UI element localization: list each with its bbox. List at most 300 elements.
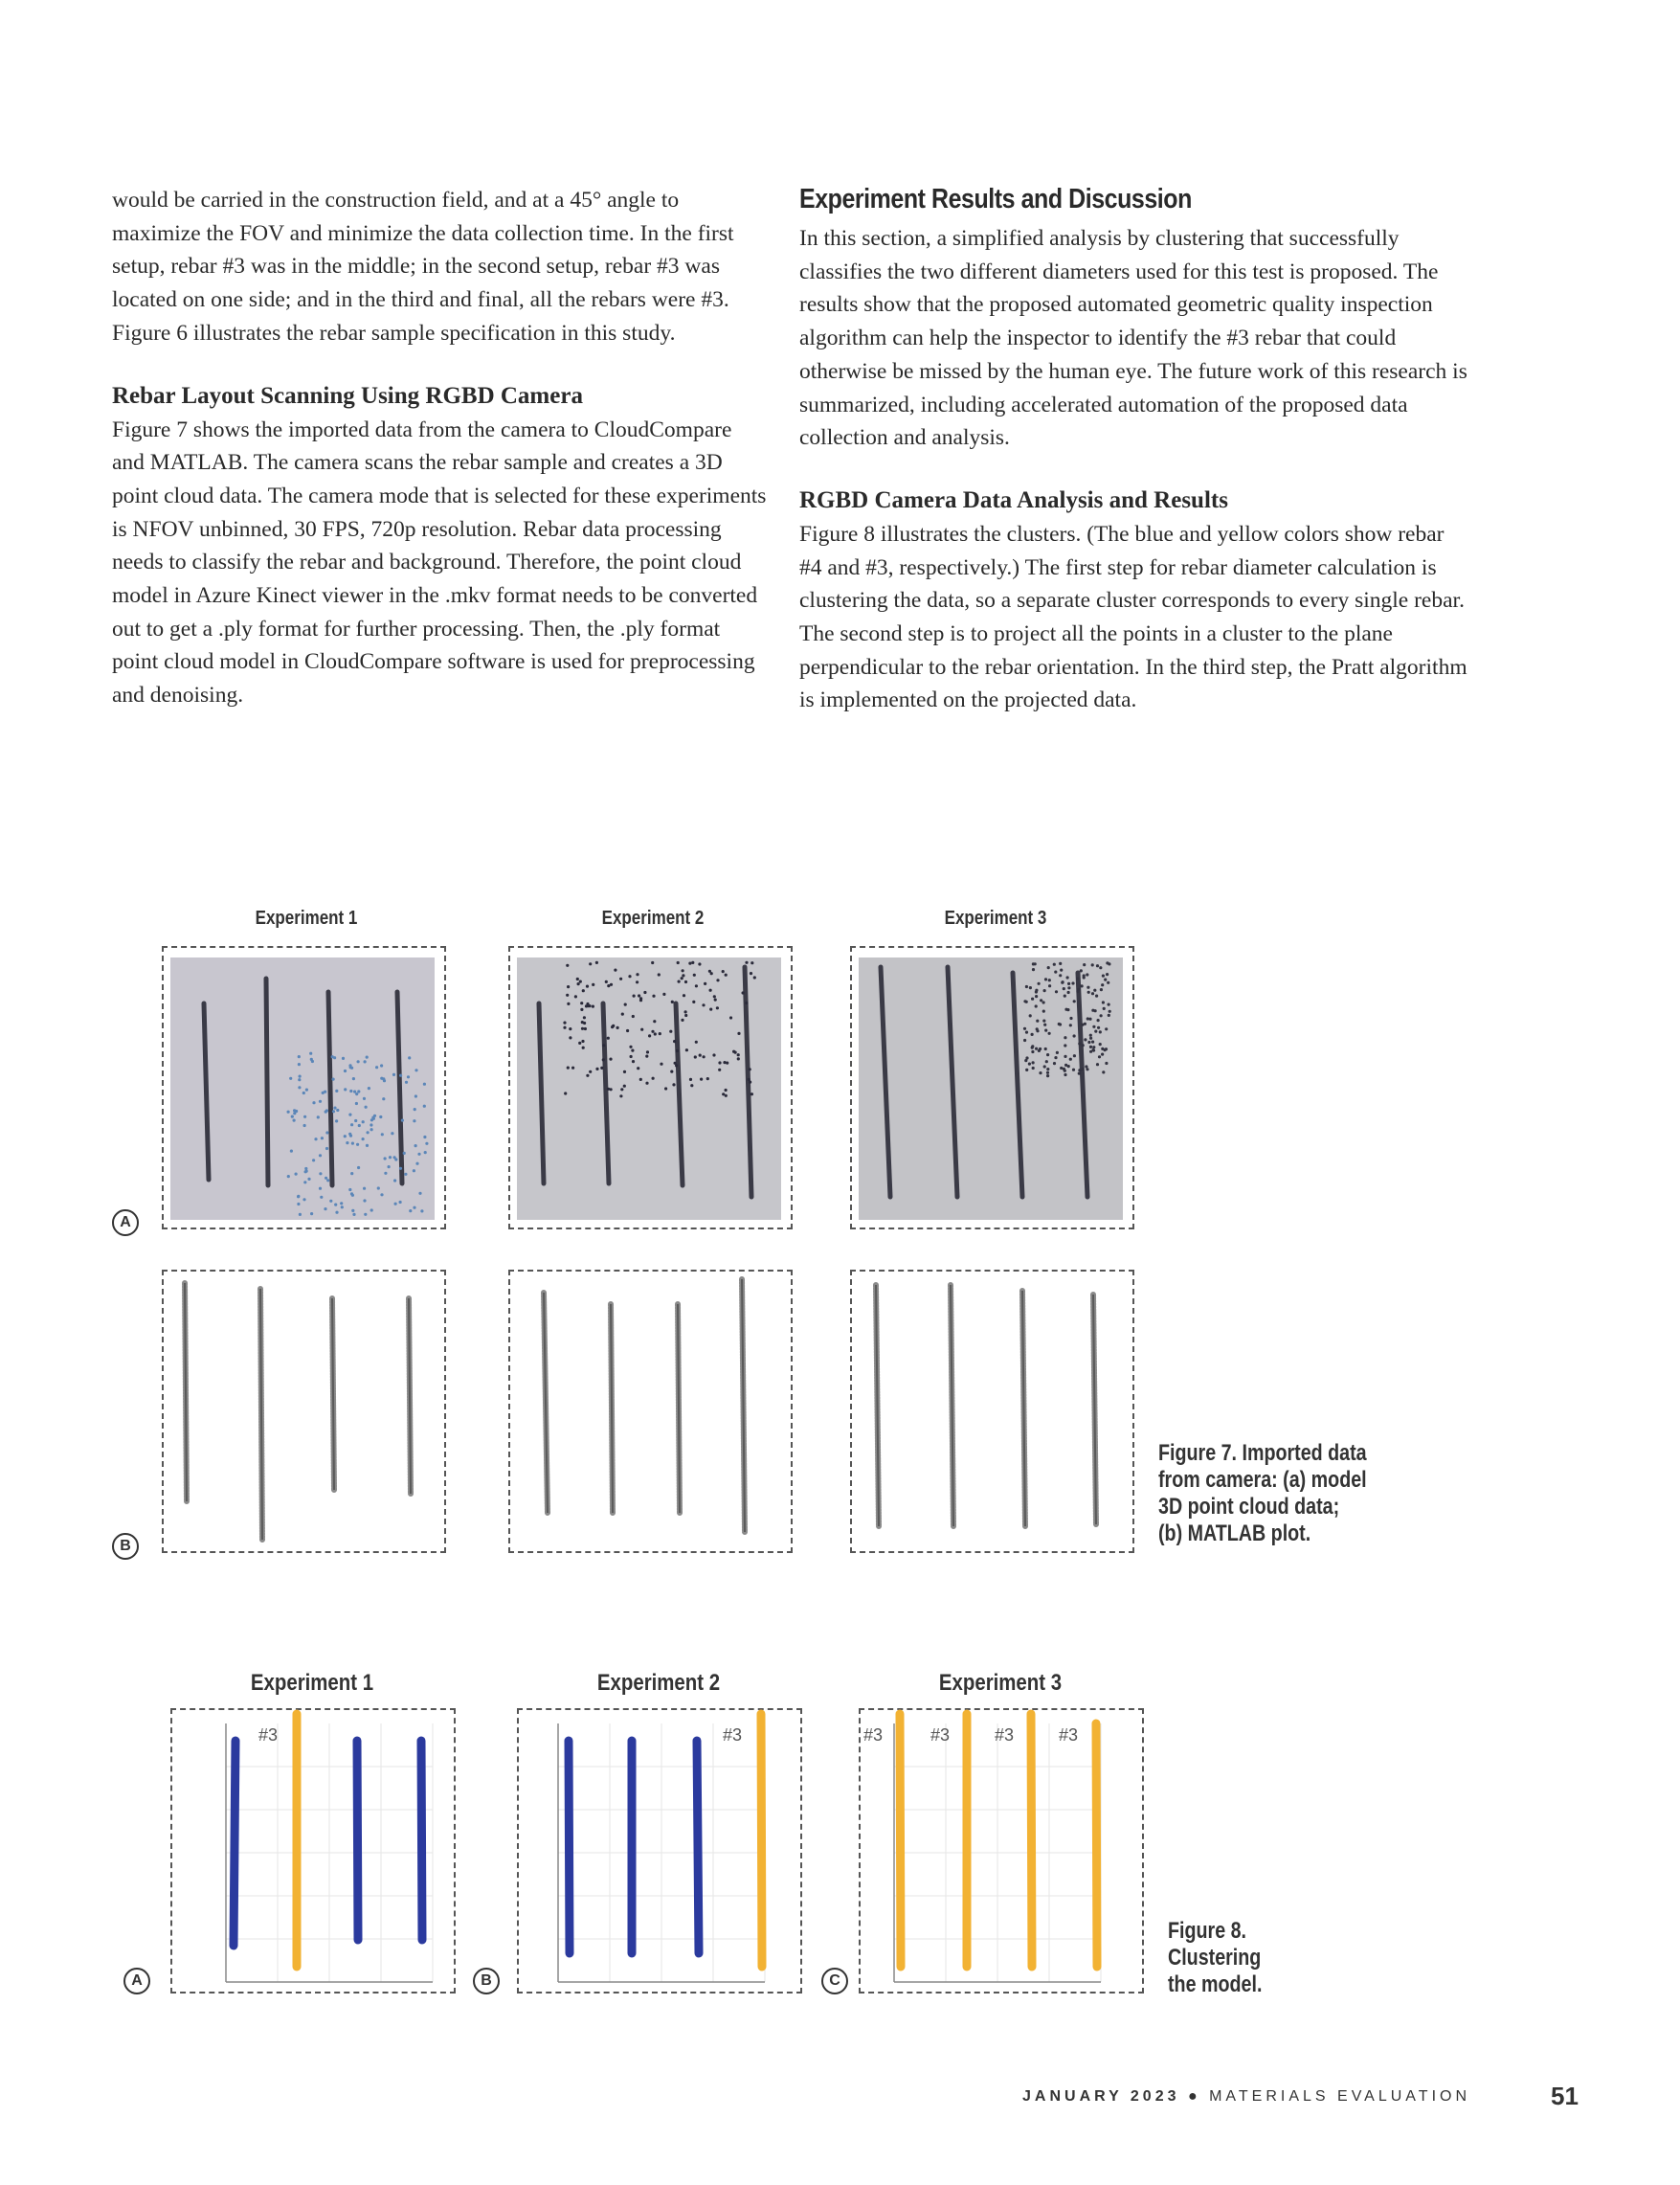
fig7-photo-noise: [344, 1135, 347, 1138]
fig7-photo-noise: [1105, 1062, 1108, 1065]
fig7-photo-noise: [350, 1123, 353, 1126]
fig7-photo-noise: [592, 983, 594, 986]
fig7-photo-noise: [1104, 979, 1107, 981]
fig7-photo-noise: [293, 1112, 296, 1115]
fig7-photo-noise: [1053, 963, 1056, 966]
fig7-photo-noise: [626, 1029, 629, 1032]
fig7-photo-noise: [336, 1109, 339, 1112]
fig7-photo-noise: [342, 1057, 345, 1060]
fig7-photo-noise: [1091, 992, 1094, 995]
fig7-photo-noise: [564, 1092, 567, 1094]
fig7-photo-noise: [312, 1159, 315, 1161]
fig7-photo-noise: [1072, 1069, 1075, 1071]
fig7-photo-noise: [600, 1067, 603, 1070]
fig8-rebar-label: #3: [722, 1725, 742, 1745]
fig7-photo-noise: [1047, 966, 1050, 969]
fig7-photo-noise: [303, 1124, 306, 1127]
fig7-photo-noise: [567, 1002, 570, 1005]
fig7-photo-noise: [295, 1173, 298, 1176]
fig7-photo-noise: [703, 1055, 706, 1058]
fig7-photo-noise: [1031, 1047, 1034, 1049]
fig7-photo-noise: [299, 1213, 302, 1216]
fig7-photo-noise: [302, 1198, 305, 1201]
fig7-photo-noise: [344, 1088, 347, 1091]
fig7-photo-noise: [1055, 990, 1058, 993]
fig7-photo-noise: [1045, 1060, 1048, 1063]
fig7-photo-noise: [325, 1177, 327, 1180]
fig7-photo-noise: [1108, 1014, 1110, 1017]
fig7-photo-noise: [609, 1058, 612, 1061]
fig8-rebar-4-cluster: [421, 1741, 422, 1940]
fig8-title-exp2: Experiment 2: [596, 1670, 721, 1696]
fig7-photo-noise: [580, 1002, 583, 1004]
fig7-photo-noise: [722, 1092, 725, 1095]
fig7-photo-noise: [672, 1083, 675, 1086]
fig7-photo-noise: [716, 979, 719, 981]
fig7-photo-noise: [660, 1063, 662, 1066]
fig7-photo-noise: [420, 1209, 423, 1212]
fig7-photo-noise: [1069, 1058, 1072, 1061]
fig7-photo-noise: [1032, 962, 1035, 965]
fig7-photo-noise: [1064, 1073, 1066, 1076]
fig7-photo-noise: [1076, 978, 1079, 980]
fig7-photo-noise: [595, 961, 598, 964]
fig7-photo-noise: [670, 1070, 673, 1073]
fig7-photo-noise: [305, 1089, 308, 1092]
fig7-photo-noise: [356, 1143, 359, 1146]
fig7-photo-noise: [586, 1002, 589, 1005]
fig7-photo-noise: [1058, 1023, 1061, 1025]
fig7-photo-noise: [1087, 991, 1090, 994]
fig7-photo-noise: [414, 1069, 417, 1071]
fig7-photo-noise: [1064, 1036, 1066, 1039]
fig7-photo-noise: [312, 1101, 315, 1104]
fig7-photo-noise: [620, 1088, 623, 1091]
fig7-photo-noise: [1081, 984, 1084, 987]
subheading-camera-analysis: RGBD Camera Data Analysis and Results: [799, 486, 1228, 513]
fig7-photo-noise: [723, 1061, 726, 1064]
fig7-photo-noise: [1044, 1029, 1047, 1032]
fig7-photo-noise: [693, 974, 696, 977]
fig7-title-exp3: Experiment 3: [944, 908, 1047, 929]
fig7-photo-noise: [669, 1030, 672, 1033]
fig7-photo-noise: [350, 1192, 353, 1195]
fig7-photo-noise: [1029, 1014, 1032, 1017]
fig8-label-a: A: [123, 1968, 150, 1994]
fig7-photo-noise: [566, 964, 569, 967]
fig7-photo-noise: [364, 1060, 367, 1063]
fig7-photo-noise: [1054, 1056, 1057, 1059]
fig7-photo-noise: [384, 1172, 387, 1175]
fig7-photo-noise: [582, 989, 585, 992]
fig8-rebar-4-cluster: [697, 1741, 699, 1953]
fig7-photo-noise: [1107, 981, 1109, 984]
fig7-photo-noise: [1100, 988, 1103, 991]
fig7-photo-noise: [298, 1086, 301, 1089]
fig8-title-exp3: Experiment 3: [938, 1670, 1063, 1696]
fig7-photo-noise: [290, 1150, 293, 1153]
fig7-photo-noise: [1069, 1017, 1072, 1020]
fig7-photo-noise: [423, 1136, 426, 1138]
fig7-photo-noise: [689, 1078, 692, 1081]
fig7-photo-noise: [366, 1144, 369, 1147]
fig7-photo-noise: [1086, 973, 1088, 976]
fig7-photo-noise: [399, 1201, 402, 1204]
fig7-photo-noise: [1023, 1027, 1026, 1030]
fig7-photo-noise: [1094, 1009, 1097, 1012]
fig7-photo-noise: [745, 1002, 748, 1004]
footer-issue: JANUARY 2023: [1022, 2088, 1180, 2105]
fig7-photo-noise: [1089, 1034, 1092, 1037]
fig7-photo-noise: [648, 1034, 651, 1037]
fig7-photo-noise: [389, 1156, 392, 1159]
fig7-photo-noise: [698, 962, 701, 965]
fig8-label-b: B: [473, 1968, 500, 1994]
fig7-photo-noise: [319, 1187, 322, 1190]
fig7-photo-noise: [317, 1115, 320, 1118]
fig7-photo-noise: [1035, 995, 1038, 998]
fig7-photo-noise: [287, 1175, 290, 1178]
fig7-title-exp1: Experiment 1: [255, 908, 358, 929]
fig7-photo-noise: [1032, 968, 1035, 971]
fig7-photo-noise: [722, 970, 725, 973]
fig7-photo-noise: [636, 980, 638, 983]
fig7-photo-noise: [357, 1060, 360, 1063]
fig7-photo-noise: [388, 1165, 391, 1168]
fig7-photo-noise: [348, 1114, 351, 1116]
fig7-photo-noise: [1104, 1048, 1107, 1051]
fig7-photo-noise: [333, 1107, 336, 1110]
fig7-photo-noise: [332, 1110, 335, 1113]
fig7-photo-noise: [619, 978, 622, 980]
fig7-photo-noise: [699, 1054, 702, 1057]
fig7-photo-noise: [349, 1090, 352, 1092]
fig7-photo-noise: [1064, 1044, 1066, 1047]
fig7-photo-noise: [413, 1206, 415, 1209]
fig7-photo-noise: [671, 1001, 674, 1003]
fig7-photo-noise: [673, 1040, 676, 1043]
fig7-photo-noise: [351, 1209, 354, 1212]
fig7-photo-noise: [753, 976, 756, 979]
fig8-title-exp1: Experiment 1: [250, 1670, 374, 1696]
fig7-photo-noise: [581, 1040, 584, 1043]
fig7-photo-noise: [1029, 986, 1032, 989]
fig7-photo-noise: [1042, 1001, 1045, 1003]
fig7-photo-noise: [349, 1066, 352, 1069]
fig7-photo-noise: [1067, 986, 1070, 989]
section-heading-results: Experiment Results and Discussion: [799, 184, 1192, 214]
fig7-photo-noise: [1059, 974, 1062, 977]
fig7-photo-noise: [589, 962, 592, 965]
fig7-photo-noise: [605, 980, 608, 983]
fig7-photo-noise: [322, 1092, 325, 1094]
fig7-photo-noise: [1064, 1055, 1066, 1058]
fig7-photo-noise: [1044, 978, 1047, 980]
fig7-photo-noise: [1073, 1034, 1076, 1037]
fig7-photo-noise: [582, 1047, 585, 1049]
fig7-label-b: B: [112, 1533, 139, 1560]
fig7-photo-noise: [1096, 1063, 1099, 1066]
fig7-photo-noise: [414, 1144, 417, 1147]
footer: [1022, 2088, 1470, 2106]
fig7-photo-noise: [319, 1100, 322, 1103]
fig7-photo-noise: [373, 1115, 376, 1117]
fig7-photo-noise: [645, 1055, 648, 1058]
fig7-photo-noise: [750, 972, 752, 975]
fig7-photo-noise: [303, 1181, 306, 1183]
fig7-photo-noise: [335, 1090, 338, 1092]
fig7-photo-noise: [1023, 1039, 1026, 1042]
fig7-photo-noise: [709, 989, 712, 992]
fig7-photo-noise: [1031, 1033, 1034, 1036]
results-paragraph: In this section, a simplified analysis by clustering that successfully classifies the two different diameters used for this test is proposed. The results show that the proposed automated geometric quality inspection algorithm can help the inspector to identify the #3 rebar that could otherwise be missed by the human eye. The future work of this research is summarized, including accelerated automation of the proposed data collection and analysis.: [799, 226, 1467, 451]
fig7-photo-noise: [1089, 1037, 1092, 1040]
fig7-photo-noise: [577, 982, 580, 985]
fig7-photo-noise: [1099, 1043, 1102, 1046]
fig7-photo-noise: [341, 1205, 344, 1208]
fig7-photo-noise: [1059, 962, 1062, 965]
fig7-photo-noise: [750, 1092, 753, 1095]
fig7-photo-noise: [712, 1053, 715, 1056]
fig7-photo-noise: [355, 1102, 358, 1105]
fig7-photo-noise: [714, 999, 717, 1002]
fig7-photo-noise: [418, 1192, 421, 1195]
fig7-photo-noise: [399, 1074, 402, 1077]
fig7-photo-noise: [586, 1074, 589, 1077]
fig7-photo-noise: [1025, 985, 1028, 988]
fig7-photo-noise: [688, 962, 691, 965]
fig7-photo-noise: [681, 977, 683, 980]
fig7-photo-noise: [1098, 1055, 1101, 1058]
fig7-photo-noise: [1036, 1020, 1039, 1023]
fig7-photo-noise: [683, 994, 685, 997]
fig7-photo-noise: [700, 1078, 703, 1081]
fig7-photo-noise: [314, 1138, 317, 1140]
fig7-photo-noise: [1046, 1071, 1049, 1074]
fig7-photo-noise: [1035, 989, 1038, 992]
fig7-photo-noise: [581, 1027, 584, 1030]
fig7-photo-noise: [602, 1044, 605, 1047]
fig7-photo-noise: [407, 1075, 410, 1078]
fig7-photo-noise: [424, 1151, 427, 1154]
fig7-photo-noise: [716, 1006, 719, 1009]
fig7-photo-noise: [629, 1046, 632, 1048]
fig7-photo-noise: [368, 1087, 370, 1090]
fig7-photo-noise: [1091, 1041, 1094, 1044]
fig7-photo-noise: [640, 1028, 643, 1031]
fig7-photo-noise: [579, 980, 582, 983]
fig7-photo-noise: [1046, 1053, 1049, 1056]
fig7-photo-noise: [309, 1052, 312, 1055]
fig7-photo-noise: [291, 1115, 294, 1118]
fig7-photo-noise: [1093, 989, 1096, 992]
fig7-photo-noise: [1099, 1030, 1102, 1033]
fig7-photo-noise: [630, 1055, 633, 1058]
fig7-photo-noise: [602, 1058, 605, 1061]
fig7-photo-noise: [702, 1003, 705, 1006]
fig7-photo-noise: [1108, 1003, 1110, 1006]
fig7-photo-noise: [569, 1036, 571, 1039]
fig7-photo-noise: [333, 1056, 336, 1059]
fig7-photo-noise: [364, 1213, 367, 1216]
fig7-photo-noise: [423, 1105, 426, 1108]
fig7-photo-noise: [623, 1085, 626, 1088]
fig8-rebar-label: #3: [862, 1725, 883, 1745]
fig7-photo-noise: [399, 1167, 402, 1170]
fig7-photo-noise: [1078, 1072, 1081, 1075]
fig8-rebar-label: #3: [258, 1725, 278, 1745]
fig7-photo-noise: [1094, 1030, 1097, 1033]
fig7-photo-noise: [589, 1070, 592, 1073]
fig7-photo-noise: [576, 978, 579, 980]
fig7-photo-noise: [366, 1056, 369, 1059]
fig7-photo-noise: [737, 1057, 740, 1060]
fig7-photo-noise: [393, 1156, 396, 1159]
fig7-photo-noise: [1048, 979, 1051, 981]
fig7-photo-noise: [1092, 1025, 1095, 1028]
fig8-rebar-label: #3: [1058, 1725, 1078, 1745]
fig7-photo-noise: [370, 1123, 372, 1126]
fig7-photo-noise: [607, 1088, 610, 1091]
fig7-photo-noise: [695, 1041, 698, 1044]
fig7-photo-noise: [1084, 1038, 1086, 1041]
fig8-rebar-4-cluster: [357, 1741, 358, 1940]
fig7-photo-noise: [324, 1207, 326, 1210]
footer-bullet: ●: [1187, 2088, 1201, 2105]
fig7-photo-noise: [684, 980, 687, 983]
fig7-photo-noise: [1036, 1029, 1039, 1032]
fig7-photo-noise: [682, 974, 684, 977]
fig7-photo-noise: [1086, 1017, 1089, 1020]
fig7-photo-noise: [749, 1068, 751, 1070]
fig7-photo-noise: [1097, 1026, 1100, 1029]
fig7-photo-noise: [639, 1078, 642, 1081]
fig7-photo-noise: [377, 1186, 380, 1189]
fig7-photo-noise: [652, 1077, 655, 1080]
fig7-photo-noise: [293, 1109, 296, 1112]
fig7-photo-noise: [578, 1042, 581, 1045]
fig7-photo-noise: [363, 1199, 366, 1202]
fig7-photo-noise: [732, 1050, 735, 1053]
fig7-photo-noise: [1064, 995, 1066, 998]
fig7-photo-noise: [1066, 976, 1069, 979]
fig7-photo-noise: [375, 1066, 378, 1069]
fig7-photo-noise: [302, 1092, 305, 1094]
fig7-photo-noise: [709, 1008, 712, 1011]
fig7-photo-noise: [384, 1157, 387, 1160]
fig7-photo-noise: [393, 1179, 396, 1182]
fig7-photo-noise: [298, 1078, 301, 1081]
fig7-photo-noise: [659, 1032, 661, 1035]
fig7-photo-noise: [413, 1169, 415, 1172]
fig7-photo-noise: [403, 1152, 406, 1155]
fig7-photo-noise: [1042, 1020, 1045, 1023]
fig7-photo-noise: [651, 1030, 654, 1033]
fig7-photo-noise: [1086, 1068, 1088, 1070]
fig7-photo-noise: [348, 1133, 351, 1136]
fig7-photo-noise: [1086, 986, 1089, 989]
fig7-photo-noise: [583, 1016, 586, 1019]
fig7-photo-noise: [704, 982, 706, 985]
fig7-photo-noise: [1064, 1008, 1067, 1011]
fig7-photo-noise: [1092, 1046, 1095, 1048]
fig7-photo-noise: [394, 1203, 397, 1205]
footer-journal: MATERIALS EVALUATION: [1209, 2088, 1471, 2105]
fig8-rebar-4-cluster: [569, 1741, 570, 1953]
fig7-photo-noise: [1073, 1054, 1076, 1057]
fig8-rebar-3-cluster: [1031, 1714, 1032, 1967]
fig7-photo-noise: [1095, 995, 1098, 998]
fig7-photo-noise: [335, 1119, 338, 1122]
fig7-photo-noise: [621, 1013, 624, 1016]
fig7-photo-noise: [725, 1089, 728, 1092]
fig7-photo-noise: [567, 985, 570, 988]
fig7-photo-noise: [710, 972, 713, 975]
fig7-photo-noise: [354, 1119, 357, 1122]
fig7-photo-noise: [742, 991, 745, 994]
fig7-photo-noise: [1043, 1065, 1046, 1068]
fig7-photo-noise: [1063, 1068, 1065, 1070]
fig7-photo-noise: [381, 1133, 384, 1136]
fig7-photo-noise: [676, 1049, 679, 1052]
fig7-photo-noise: [1053, 1062, 1056, 1065]
fig7-photo-noise: [363, 1097, 366, 1100]
fig7-photo-noise: [1083, 974, 1086, 977]
fig7-photo-noise: [592, 1005, 594, 1008]
fig7-photo-noise: [623, 1070, 626, 1073]
fig7-photo-noise: [310, 1212, 313, 1215]
fig7-photo-noise: [725, 974, 728, 977]
fig7-photo-noise: [405, 1081, 408, 1084]
fig7-photo-noise: [1048, 984, 1051, 987]
fig7-photo-noise: [654, 1032, 657, 1035]
fig7-caption: Figure 7. Imported data from camera: (a) model 3D point cloud data; (b) MATLAB plot.: [1158, 1440, 1367, 1546]
fig7-photo-noise: [664, 1087, 667, 1090]
fig7-photo-noise: [1056, 1051, 1059, 1054]
fig7-photo-noise: [298, 1063, 301, 1066]
fig7-photo-noise: [616, 1026, 619, 1029]
fig7-photo-noise: [353, 1091, 356, 1093]
fig7-label-a: A: [112, 1209, 139, 1236]
fig7-photo-noise: [685, 1048, 688, 1051]
fig7-photo-noise: [726, 1062, 728, 1065]
fig7-photo-noise: [325, 1131, 328, 1134]
fig7-photo-noise: [653, 1020, 656, 1023]
fig7-photo-noise: [586, 985, 589, 988]
fig7-photo-noise: [1103, 1007, 1106, 1010]
fig7-photo-noise: [1061, 981, 1064, 984]
fig7-photo-noise: [346, 1141, 348, 1144]
fig7-photo-noise: [1069, 1024, 1072, 1026]
fig7-photo-noise: [297, 1203, 300, 1205]
fig8-rebar-3-cluster: [900, 1714, 901, 1967]
fig7-photo-noise: [646, 1050, 649, 1053]
fig7-photo-noise: [1064, 1064, 1067, 1067]
fig7-photo-noise: [404, 1173, 407, 1176]
fig7-photo-noise: [1046, 1074, 1049, 1077]
fig7-photo-noise: [304, 1167, 307, 1170]
fig7-photo-noise: [729, 1016, 732, 1019]
fig7-photo-noise: [690, 1084, 693, 1087]
fig7-photo-noise: [1083, 963, 1086, 966]
fig7-photo-noise: [423, 1083, 426, 1086]
fig7-photo-noise: [1100, 1014, 1103, 1017]
rebar-layout-paragraph: Figure 7 shows the imported data from the camera to CloudCompare and MATLAB. The camera scans the rebar sample and creates a 3D point cloud data. The camera mode that is selected for these experiments is NFOV unbinned, 30 FPS, 720p resolution. Rebar data processing needs to classify the rebar and background. Therefore, the point cloud model in Azure Kinect viewer in the .mkv format needs to be converted out to get a .ply format for further processing. Then, the .ply format point cloud model in CloudCompare software is used for preprocessing and denoising.: [112, 417, 767, 709]
camera-analysis-paragraph: Figure 8 illustrates the clusters. (The blue and yellow colors show rebar #4 and #3, respectively.) The first step for rebar diameter calculation is clustering the data, so a separate cluster corresponds to every single rebar. The second step is to project all the points in a cluster to the plane perpendicular to the rebar orientation. In the third step, the Pratt algorithm is implemented on the projected data.: [799, 521, 1467, 713]
fig7-photo-noise: [569, 1027, 571, 1030]
fig7-photo-noise: [326, 1179, 329, 1182]
fig7-photo-noise: [335, 1211, 338, 1214]
